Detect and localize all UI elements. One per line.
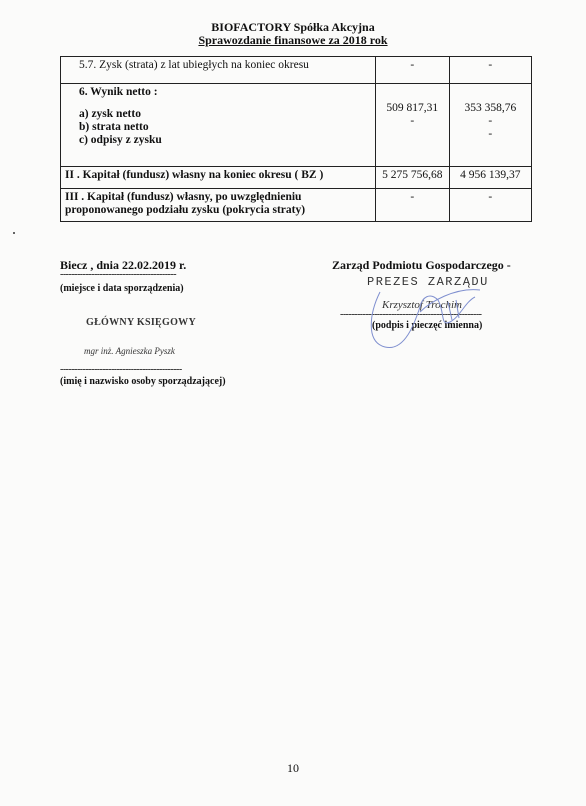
page-number: 10: [287, 761, 299, 775]
row-II-value-2018: 5 275 756,68: [375, 167, 449, 189]
row-5-7-value-2018: -: [375, 57, 449, 84]
dash-line: --------------------------------------------------: [340, 309, 482, 320]
accountant-stamp-name: mgr inż. Agnieszka Pyszk: [84, 346, 175, 356]
president-stamp-name: Krzysztof Trochim: [382, 299, 462, 311]
president-stamp-title: PREZES ZARZĄDU: [367, 275, 489, 289]
document-header: [0, 21, 586, 47]
row-label-II: II . Kapitał (fundusz) własny na koniec okresu ( BZ ): [61, 167, 376, 189]
row-label-5-7: 5.7. Zysk (strata) z lat ubiegłych na koniec okresu: [79, 59, 309, 71]
stray-dot: [13, 232, 15, 234]
row-III-value-2017: -: [449, 189, 531, 222]
report-subtitle: Sprawozdanie finansowe za 2018 rok: [198, 33, 388, 47]
row-label-III-line2: proponowanego podziału zysku (pokrycia straty): [65, 204, 306, 216]
preparer-caption: (imię i nazwisko osoby sporządzającej): [60, 376, 226, 387]
signature-caption: (podpis i pieczęć imienna): [372, 320, 483, 331]
board-label: Zarząd Podmiotu Gospodarczego -: [332, 258, 511, 272]
table-row: [61, 84, 532, 167]
financial-table: [60, 56, 532, 222]
row-label-III-line1: III . Kapitał (fundusz) własny, po uwzględnieniu: [65, 191, 302, 203]
row-6-item-c: c) odpisy z zysku: [79, 134, 162, 146]
row-label-6: 6. Wynik netto :: [79, 86, 158, 98]
row-III-value-2018: -: [375, 189, 449, 222]
table-row: [61, 189, 532, 222]
row-6-item-b: b) strata netto: [79, 121, 149, 133]
company-title: BIOFACTORY Spółka Akcyjna: [211, 20, 375, 34]
dash-line: -----------------------------------------: [60, 269, 177, 280]
dash-line: -------------------------------------------: [60, 364, 182, 375]
row-6-a-value-2017: 353 358,76: [464, 102, 517, 114]
place-date: Biecz , dnia 22.02.2019 r.: [60, 258, 187, 272]
row-6-b-value-2017: -: [488, 115, 493, 127]
row-6-c-value-2017: -: [488, 128, 493, 140]
accountant-stamp-title: GŁÓWNY KSIĘGOWY: [86, 317, 196, 328]
handwritten-signature: [360, 272, 510, 362]
row-5-7-value-2017: -: [449, 57, 531, 84]
signature-stroke: [371, 290, 483, 348]
table-row: [61, 57, 532, 84]
row-6-b-value-2018: -: [410, 115, 415, 127]
row-6-item-a: a) zysk netto: [79, 108, 141, 120]
place-date-caption: (miejsce i data sporządzenia): [60, 283, 184, 294]
table-row: [61, 167, 532, 189]
row-6-a-value-2018: 509 817,31: [386, 102, 439, 114]
row-II-value-2017: 4 956 139,37: [449, 167, 531, 189]
